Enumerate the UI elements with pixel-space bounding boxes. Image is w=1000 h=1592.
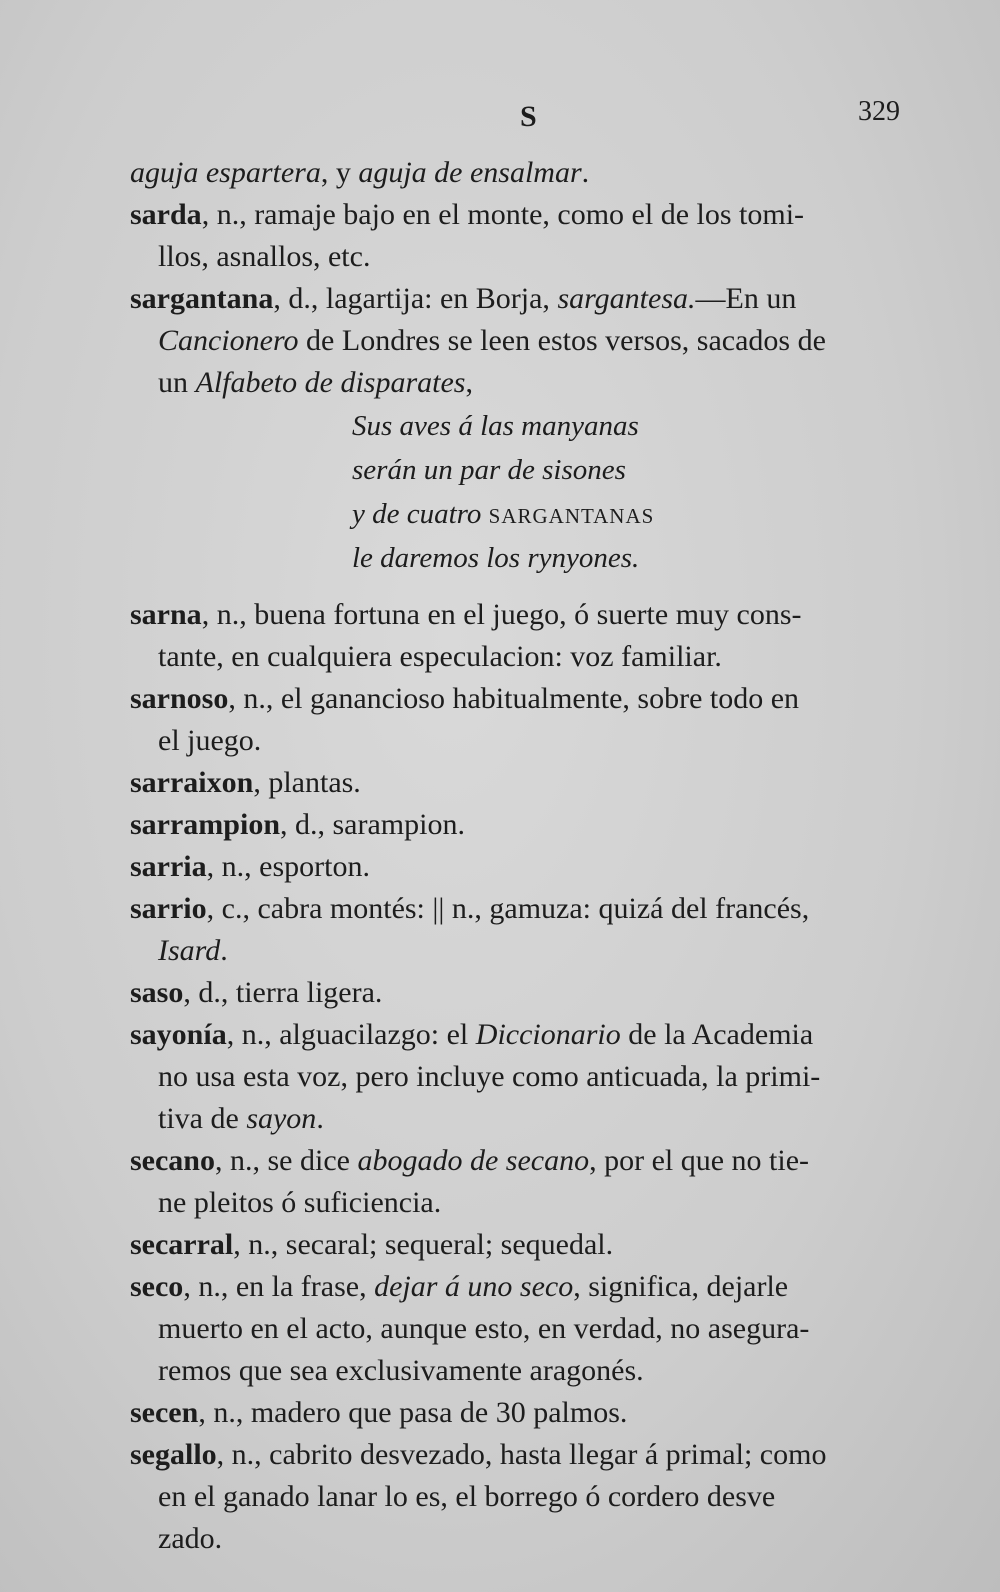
- definition-text: zado.: [158, 1522, 223, 1555]
- headword: sarraixon: [130, 766, 254, 799]
- entry-sarrampion: [130, 804, 940, 846]
- entry-sarria: [130, 846, 940, 888]
- definition-text: , por el que no tie-: [589, 1144, 810, 1177]
- definition-text: ne pleitos ó suficiencia.: [158, 1186, 442, 1219]
- entry-segallo: [130, 1434, 940, 1560]
- definition-text: .: [220, 934, 228, 967]
- italic-term: abogado de secano: [357, 1144, 590, 1177]
- headword: sarda: [130, 198, 202, 231]
- entry-seco: [130, 1266, 940, 1392]
- italic-term: aguja espartera: [130, 156, 321, 189]
- definition-text: el juego.: [158, 724, 262, 757]
- definition-text: en el ganado lanar lo es, el borrego ó cordero desve: [158, 1480, 776, 1513]
- definition-text: , d., lagartija: en Borja,: [273, 282, 558, 315]
- definition-text: , n., esporton.: [206, 850, 370, 883]
- section-letter: S: [520, 100, 537, 133]
- verse-line: serán un par de sisones: [352, 454, 626, 486]
- italic-term: Diccionario: [475, 1018, 621, 1051]
- italic-term: aguja de ensalmar: [358, 156, 582, 189]
- definition-text: , d., tierra ligera.: [183, 976, 383, 1009]
- definition-text: —En un: [695, 282, 797, 315]
- continuation-line: [130, 152, 940, 194]
- entry-secarral: [130, 1224, 940, 1266]
- verse-text: y de cuatro: [352, 498, 489, 530]
- entry-sayonia: [130, 1014, 940, 1140]
- definition-text: tiva de: [158, 1102, 247, 1135]
- definition-text: , n., buena fortuna en el juego, ó suerte muy cons-: [201, 598, 802, 631]
- definition-text: , n., en la frase,: [183, 1270, 375, 1303]
- headword: seco: [130, 1270, 184, 1303]
- entry-sarrio: [130, 888, 940, 972]
- italic-term: Cancionero: [158, 324, 299, 357]
- verse-line: le daremos los rynyones.: [352, 542, 640, 574]
- definition-text: remos que sea exclusivamente aragonés.: [158, 1354, 644, 1387]
- headword: secen: [130, 1396, 199, 1429]
- headword: sargantana: [130, 282, 274, 315]
- verse-line: Sus aves á las manyanas: [352, 410, 639, 442]
- text: .: [581, 156, 590, 189]
- text: , y: [320, 156, 359, 189]
- definition-text: de Londres se leen estos versos, sacados de: [298, 324, 826, 357]
- entry-sarda: [130, 194, 940, 278]
- definition-text: , n., alguacilazgo: el: [226, 1018, 476, 1051]
- small-caps-term: SARGANTANAS: [488, 504, 655, 528]
- definition-text: muerto en el acto, aunque esto, en verdad, no asegura-: [158, 1312, 810, 1345]
- definition-text: de la Academia: [620, 1018, 814, 1051]
- italic-term: Isard: [158, 934, 221, 967]
- verse-quotation: [130, 404, 940, 580]
- verse-line: [352, 492, 940, 536]
- definition-text: , n., cabrito desvezado, hasta llegar á primal; como: [216, 1438, 827, 1471]
- definition-text: llos, asnallos, etc.: [158, 240, 371, 273]
- definition-text: , c., cabra montés: || n., gamuza: quizá del francés,: [206, 892, 810, 925]
- page-number: 329: [858, 96, 900, 127]
- italic-term: sayon: [246, 1102, 317, 1135]
- headword: sarna: [130, 598, 202, 631]
- definition-text: , n., se dice: [215, 1144, 358, 1177]
- headword: saso: [130, 976, 184, 1009]
- headword: secano: [130, 1144, 215, 1177]
- headword: secarral: [130, 1228, 234, 1261]
- italic-term: sargantesa.: [557, 282, 696, 315]
- headword: sarrio: [130, 892, 207, 925]
- entry-sarna: [130, 594, 940, 678]
- definition-text: no usa esta voz, pero incluye como anticuada, la primi-: [158, 1060, 821, 1093]
- entry-sarraixon: [130, 762, 940, 804]
- definition-text: tante, en cualquiera especulacion: voz familiar.: [158, 640, 722, 673]
- headword: sarria: [130, 850, 207, 883]
- definition-text: .: [316, 1102, 324, 1135]
- entry-sargantana: [130, 278, 940, 404]
- definition-text: un: [158, 366, 196, 399]
- definition-text: ,: [465, 366, 473, 399]
- definition-text: , n., ramaje bajo en el monte, como el de los tomi-: [201, 198, 805, 231]
- definition-text: , n., el ganancioso habitualmente, sobre todo en: [228, 682, 800, 715]
- entry-secano: [130, 1140, 940, 1224]
- definition-text: , significa, dejarle: [573, 1270, 789, 1303]
- italic-term: Alfabeto de disparates: [195, 366, 466, 399]
- definition-text: , n., secaral; sequeral; sequedal.: [233, 1228, 614, 1261]
- entry-secen: [130, 1392, 940, 1434]
- definition-text: , d., sarampion.: [280, 808, 465, 841]
- headword: segallo: [130, 1438, 217, 1471]
- entry-saso: [130, 972, 940, 1014]
- headword: sayonía: [130, 1018, 227, 1051]
- definition-text: , n., madero que pasa de 30 palmos.: [198, 1396, 628, 1429]
- definition-text: , plantas.: [253, 766, 361, 799]
- headword: sarnoso: [130, 682, 229, 715]
- headword: sarrampion: [130, 808, 280, 841]
- italic-term: dejar á uno seco: [374, 1270, 574, 1303]
- dictionary-body: [130, 152, 940, 1560]
- entry-sarnoso: [130, 678, 940, 762]
